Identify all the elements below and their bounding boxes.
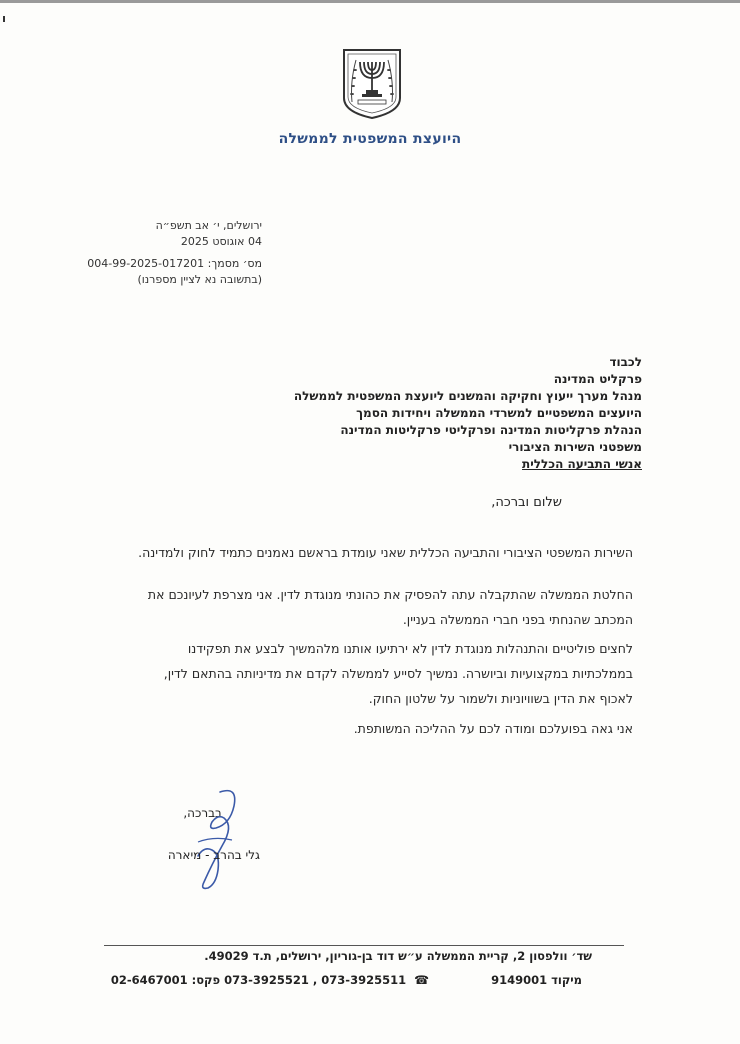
top-edge [0, 0, 740, 3]
signer-name: גלי בהרב - מיארה [167, 848, 260, 862]
addressee-block [82, 354, 642, 473]
org-name: היועצת המשפטית לממשלה [278, 131, 462, 147]
addressee-line: היועצים המשפטיים למשרדי הממשלה ויחידות הסמך [356, 406, 642, 420]
reference-number: 004-99-2025-017201 [87, 257, 205, 270]
body-paragraph [73, 582, 633, 632]
addressee-line: מנהל מערך ייעוץ וחקיקה והמשנים ליועצת המשפטית לממשלה [293, 389, 642, 403]
paragraph-line: בממלכתיות במקצועיות וביושרה. נמשיך לסייע לממשלה לקדם את מדיניותה בהתאם לדין, [163, 666, 633, 681]
gregorian-date: 04 אוגוסט 2025 [180, 235, 262, 248]
margin-mark [3, 16, 5, 22]
footer-phone-1: 073-3925511 [321, 973, 407, 987]
body-paragraph [73, 636, 633, 711]
paragraph-line: לחצים פוליטיים והתנהלות מנוגדת לדין לא ירתיעו אותנו מלהמשיך לבצע את תפקידנו [187, 641, 633, 656]
footer-phone-2: 073-3925521 [224, 973, 309, 987]
greeting: שלום וברכה, [491, 495, 562, 510]
addressee-line: משפטני השירות הציבורי [508, 440, 642, 454]
footer-fax: פקס: 02-6467001 [110, 973, 221, 987]
footer-contacts: מיקוד 9149001 ☎ 073-3925511 , 073-3925521 פקס: 02-6467001 [110, 973, 582, 987]
footer-address: שד׳ וולפסון 2, קריית הממשלה ע״ש דוד בן-גוריון, ירושלים, ת.ד 49029. [204, 949, 592, 963]
addressee-line: פרקליט המדינה [553, 372, 642, 386]
paragraph-line: לאכוף את הדין בשוויוניות ולשמור על שלטון החוק. [368, 691, 633, 706]
footer-zip: מיקוד 9149001 [491, 973, 582, 987]
hebrew-date: ירושלים, י׳ אב תשפ״ה [155, 219, 262, 232]
document-reference [87, 257, 262, 270]
paragraph-line: אני גאה בפועלכם ומודה לכם על ההליכה המשותפת. [353, 721, 633, 736]
body-paragraph [73, 716, 633, 741]
paragraph-line: החלטת הממשלה שהתקבלה עתה להפסיק את כהונתי מנוגדת לדין. אני מצרפת לעיונכם את [147, 587, 633, 602]
state-emblem-icon [340, 46, 404, 120]
closing: בברכה, [183, 806, 222, 820]
addressee-line: לכבוד [609, 355, 642, 369]
phone-icon: ☎ [414, 973, 430, 987]
reference-note: (בתשובה נא לציין מספרנו) [137, 273, 262, 286]
paragraph-line: השירות המשפטי הציבורי והתביעה הכללית שאני עומדת בראשם נאמנים כתמיד לחוק ולמדינה. [138, 545, 633, 560]
paragraph-line: המכתב שהנחתי בפני חברי הממשלה בעניין. [402, 612, 633, 627]
reference-label: מס׳ מסמך: [207, 257, 262, 270]
footer-divider [104, 945, 624, 946]
handwritten-signature-icon [168, 784, 258, 894]
addressee-line: אנשי התביעה הכללית [522, 457, 642, 471]
body-paragraph [73, 540, 633, 565]
addressee-line: הנהלת פרקליטות המדינה ופרקליטי פרקליטות המדינה [340, 423, 642, 437]
